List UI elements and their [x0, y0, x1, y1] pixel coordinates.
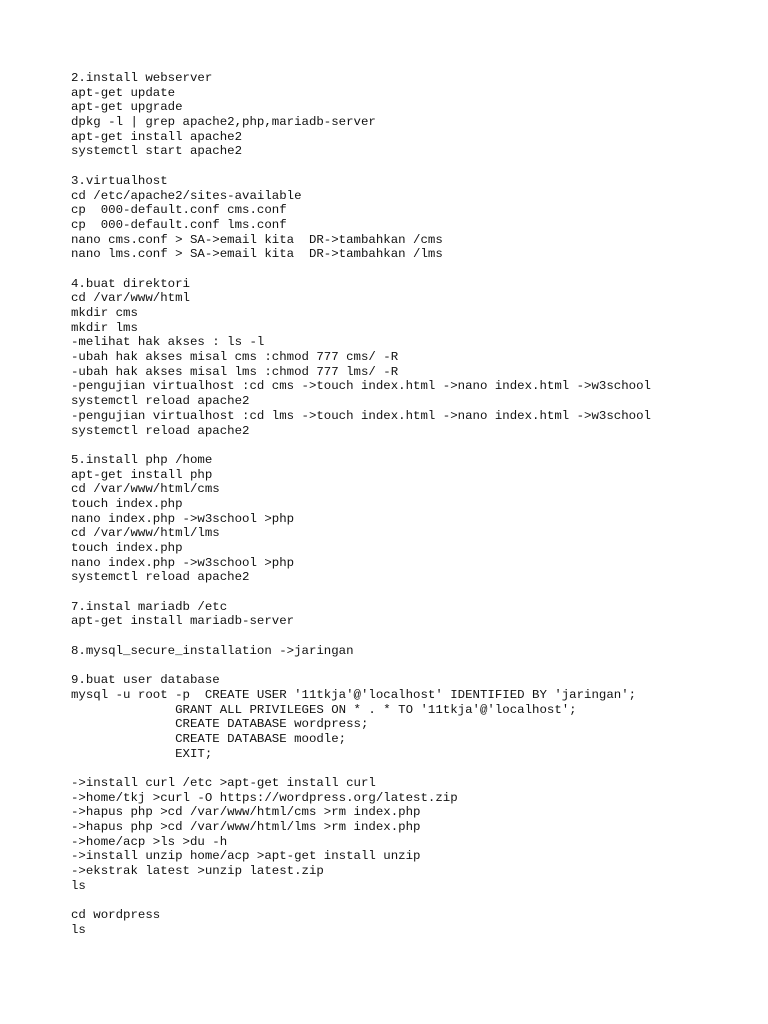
text-line: cd wordpress: [71, 908, 161, 923]
blank-line: [71, 659, 751, 674]
text-line: apt-get install mariadb-server: [71, 614, 295, 629]
text-line: ->install curl /etc >apt-get install curl: [71, 776, 376, 790]
blank-line: [71, 761, 751, 776]
text-line: nano index.php ->w3school >php: [71, 555, 295, 570]
text-line: 9.buat user database: [71, 673, 220, 688]
blank-line: [71, 159, 751, 174]
text-line: 2.install webserver: [71, 71, 213, 85]
text-line: systemctl reload apache2: [71, 394, 250, 409]
text-line: cd /var/www/html/lms: [71, 526, 220, 541]
text-line: apt-get install apache2: [71, 129, 243, 144]
text-line: ->home/acp >ls >du -h: [71, 834, 228, 849]
text-line: 4.buat direktori: [71, 276, 190, 291]
text-line: mkdir lms: [71, 320, 138, 335]
text-line: ->home/tkj >curl -O https://wordpress.org/latest.zip: [71, 790, 458, 805]
text-line: -ubah hak akses misal lms :chmod 777 lms/ -R: [71, 364, 399, 379]
text-line: ->install unzip home/acp >apt-get install unzip: [71, 849, 421, 864]
blank-line: [71, 585, 751, 600]
text-line: touch index.php: [71, 541, 183, 555]
text-line: dpkg -l | grep apache2,php,mariadb-server: [71, 115, 376, 130]
text-line: systemctl reload apache2: [71, 423, 250, 438]
text-line: cd /var/www/html: [71, 291, 190, 306]
text-line: nano cms.conf > SA->email kita DR->tambahkan /cms: [71, 232, 443, 247]
text-line: mkdir cms: [71, 306, 138, 320]
text-line: systemctl start apache2: [71, 144, 243, 159]
text-line: cp 000-default.conf cms.conf: [71, 203, 287, 218]
text-line: nano index.php ->w3school >php: [71, 511, 295, 526]
text-line: CREATE DATABASE wordpress;: [71, 717, 369, 732]
blank-line: [71, 262, 751, 277]
text-line: cp 000-default.conf lms.conf: [71, 217, 287, 232]
text-line: -pengujian virtualhost :cd lms ->touch index.html ->nano index.html ->w3school: [71, 408, 651, 423]
text-line: ->ekstrak latest >unzip latest.zip: [71, 864, 324, 879]
text-line: 5.install php /home: [71, 452, 213, 467]
text-line: EXIT;: [71, 746, 213, 761]
text-line: ->hapus php >cd /var/www/html/cms >rm index.php: [71, 805, 421, 820]
text-line: ls: [71, 922, 86, 937]
text-line: GRANT ALL PRIVILEGES ON * . * TO '11tkja'@'localhost';: [71, 702, 577, 717]
blank-line: [71, 629, 751, 644]
text-line: cd /var/www/html/cms: [71, 482, 220, 497]
text-line: ls: [71, 878, 86, 893]
document-page: [71, 71, 751, 938]
text-line: ->hapus php >cd /var/www/html/lms >rm index.php: [71, 820, 421, 835]
text-line: apt-get upgrade: [71, 100, 183, 115]
blank-line: [71, 438, 751, 453]
text-line: CREATE DATABASE moodle;: [71, 731, 347, 746]
text-line: 7.instal mariadb /etc: [71, 599, 228, 614]
text-line: 3.virtualhost: [71, 173, 168, 188]
text-line: apt-get install php: [71, 467, 213, 482]
text-line: cd /etc/apache2/sites-available: [71, 188, 302, 203]
text-line: 8.mysql_secure_installation ->jaringan: [71, 643, 354, 658]
text-line: nano lms.conf > SA->email kita DR->tambahkan /lms: [71, 247, 443, 262]
text-line: mysql -u root -p CREATE USER '11tkja'@'localhost' IDENTIFIED BY 'jaringan';: [71, 687, 637, 702]
text-line: -melihat hak akses : ls -l: [71, 335, 265, 350]
text-line: -pengujian virtualhost :cd cms ->touch index.html ->nano index.html ->w3school: [71, 379, 651, 394]
text-line: apt-get update: [71, 85, 176, 100]
text-line: systemctl reload apache2: [71, 570, 250, 585]
text-line: -ubah hak akses misal cms :chmod 777 cms/ -R: [71, 350, 399, 365]
blank-line: [71, 894, 751, 909]
text-line: touch index.php: [71, 496, 183, 511]
